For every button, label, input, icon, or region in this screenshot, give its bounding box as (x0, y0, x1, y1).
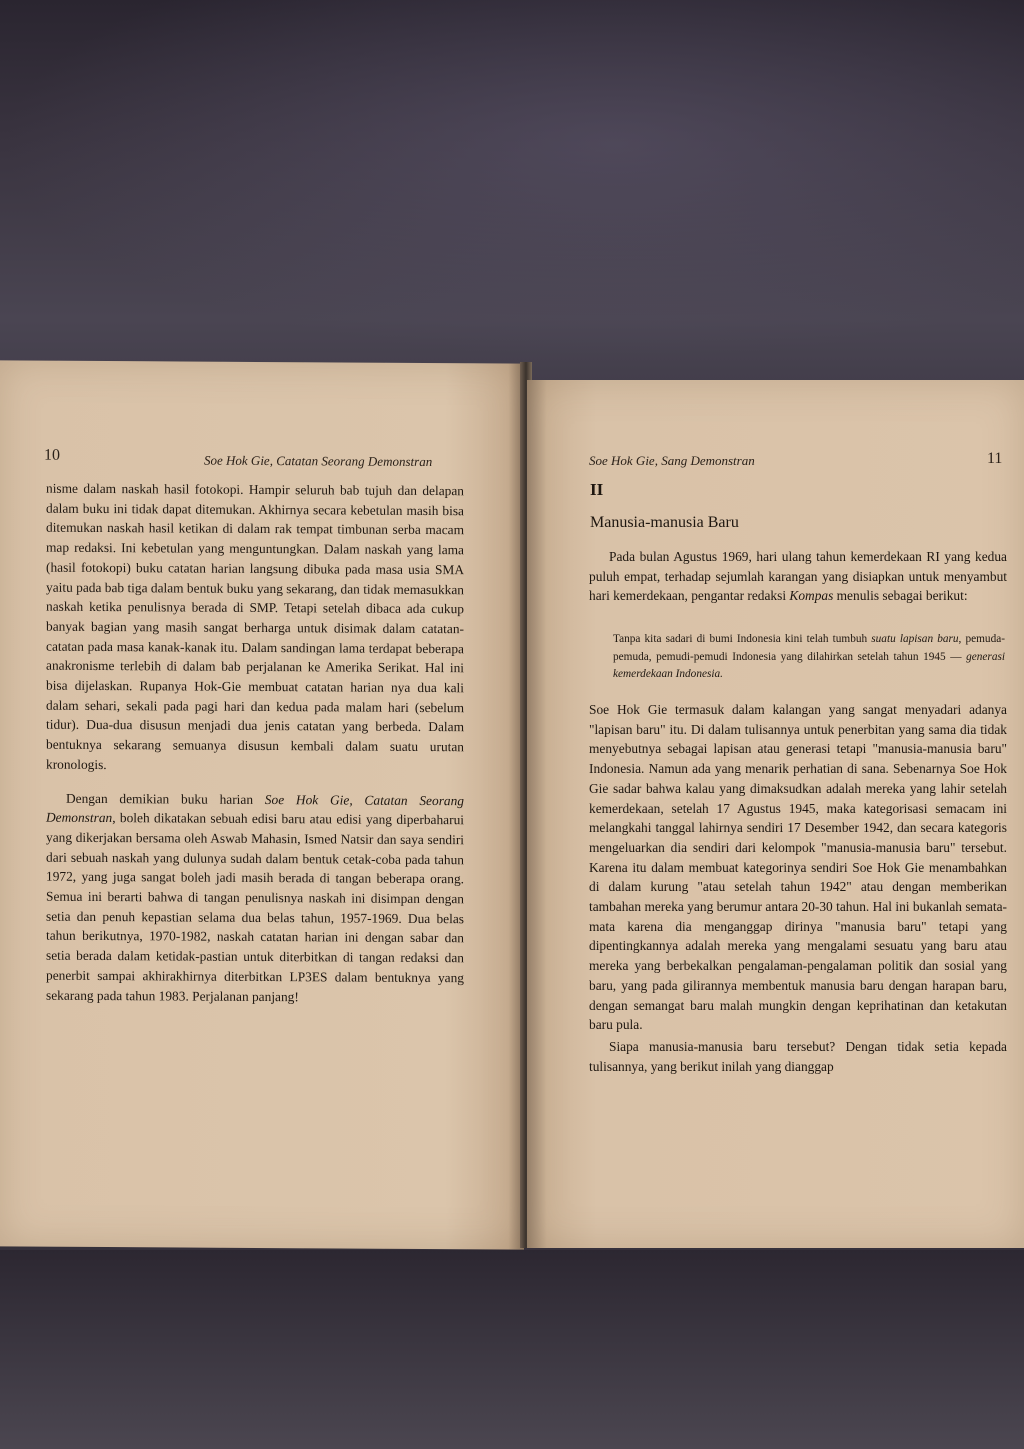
left-running-head: Soe Hok Gie, Catatan Seorang Demonstran (204, 452, 433, 470)
kompas-italic: Kompas (789, 588, 834, 604)
left-body-text (46, 479, 464, 1008)
book-title-italic: Soe Hok Gie, Catatan Seorang Demonstran (46, 791, 464, 826)
quote-italic-1: suatu lapisan baru (871, 633, 959, 645)
chapter-title: Manusia-manusia Baru (590, 514, 739, 531)
quote-middle: , pemuda-pemuda, pemudi-pemudi Indonesia yang dilahirkan setelah tahun 1945 — (613, 633, 1005, 663)
left-paragraph-2 (46, 788, 464, 1007)
quote-start: Tanpa kita sadari di bumi Indonesia kini telah tumbuh (613, 633, 872, 645)
right-running-head: Soe Hok Gie, Sang Demonstran (589, 453, 755, 468)
open-book (0, 362, 1024, 1254)
left-paragraph-2-start: Dengan demikian buku harian (66, 790, 265, 807)
block-quote (613, 631, 1005, 684)
right-paragraph-1-start: Pada bulan Agustus 1969, hari ulang tahun kemerdekaan RI yang kedua puluh empat, terhadap sejumlah karangan yang disiapkan untuk menyambut hari kemerdekaan, pengantar redaksi (589, 549, 1007, 604)
right-body-text (589, 700, 1007, 1076)
right-page (527, 380, 1024, 1248)
right-intro-paragraph (589, 547, 1007, 606)
left-paragraph-2-end: , boleh dikatakan sebuah edisi baru atau edisi yang diperbaharui yang dikerjakan bersama oleh Aswab Mahasin, Ismed Natsir dan saya sendiri dari sebuah naskah yang dulunya sudah dalam bentuk cetak-coba pada tahun 1972, yang juga sangat boleh jadi masih berada di tangan beberapa orang. Semua ini berarti bahwa di tangan penulisnya naskah ini disimpan dengan setia dan penuh kepastian selama dua belas tahun, 1957-1969. Dua belas tahun berikutnya, 1970-1982, naskah catatan harian ini dengan sabar dan setia berada dalam ketidak-pastian untuk diterbitkan di tangan redaksi dan penerbit sampai akhirakhirnya diterbitkan LP3ES dalam bentuknya yang sekarang pada tahun 1983. Perjalanan panjang! (46, 810, 464, 1004)
chapter-number: II (590, 480, 604, 499)
scan-background-top (0, 0, 1024, 360)
scan-background-bottom (0, 1250, 1024, 1449)
right-paragraph-2: Soe Hok Gie termasuk dalam kalangan yang sangat menyadari adanya "lapisan baru" itu. Di dalam tulisannya untuk penerbitan yang sama dia tidak menyebutnya sebagai lapisan atau generasi tetapi "manusia-manusia baru" Indonesia. Namun ada yang menarik perhatian di sana. Sebenarnya Soe Hok Gie sadar bahwa kalau yang dimaksudkan adalah mereka yang lahir setelah kemerdekaan, setelah 17 Agustus 1945, maka kategorisasi semacam ini melangkahi tanggal lahirnya sendiri 17 Desember 1942, dan secara kategoris mengeluarkan dia sendiri dari kelompok "manusia-manusia baru" tersebut. Karena itu dalam membuat kategorinya sendiri Soe Hok Gie menambahkan di dalam kurung "atau setelah tahun 1942" atau dengan memberikan tambahan mereka yang berumur antara 20-30 tahun. Hal ini bukanlah semata-mata karena dia menganggap dirinya "manusia baru" tetapi yang dipentingkannya adalah mereka yang mengalami sesuatu yang baru atau mereka yang berbekalkan pengalaman-pengalaman politik dan sosial yang baru, yang pada gilirannya membentuk manusia baru dengan harapan baru, dengan semangat baru malah mungkin dengan keprihatinan dan ketakutan baru pula. (589, 702, 1007, 1033)
left-paragraph-1: nisme dalam naskah hasil fotokopi. Hampir seluruh bab tujuh dan delapan dalam buku ini tidak dapat ditemukan. Akhirnya secara kebetulan masih bisa ditemukan naskah hasil ketikan di dalam rak tempat timbunan serba macam map redaksi. Ini kebetulan yang menguntungkan. Dalam naskah yang lama (hasil fotokopi) buku catatan harian langsung dibuka pada masa usia SMA yaitu pada bab tiga dalam bentuk buku yang sekarang, dan tidak memasukkan naskah ketika penulisnya berada di SMP. Tetapi setelah dibaca ada cukup banyak bagian yang masih sangat berharga untuk disimak dalam catatan-catatan pada masa kanak-kanak itu. Dalam sandingan lama terdapat beberapa anakronisme terlebih di dalam bab perjalanan ke Amerika Serikat. Hal ini bisa dijelaskan. Rupanya Hok-Gie membuat catatan harian nya dua kali dalam sehari, sekali pada pagi hari dan kedua pada malam hari (sebelum tidur). Dua-dua disusun menjadi dua jenis catatan yang berbeda. Dalam bentuknya sekarang semuanya disusun kembali dalam suatu urutan kronologis. (46, 480, 464, 772)
quote-italic-2: generasi kemerdekaan Indonesia. (613, 650, 1005, 680)
left-page (0, 360, 524, 1249)
right-page-number: 11 (987, 450, 1003, 467)
right-paragraph-1-end: menulis sebagai berikut: (833, 588, 968, 604)
right-paragraph-3: Siapa manusia-manusia baru tersebut? Dengan tidak setia kepada tulisannya, yang berikut inilah yang dianggap (589, 1038, 1007, 1074)
left-page-number: 10 (44, 446, 60, 464)
